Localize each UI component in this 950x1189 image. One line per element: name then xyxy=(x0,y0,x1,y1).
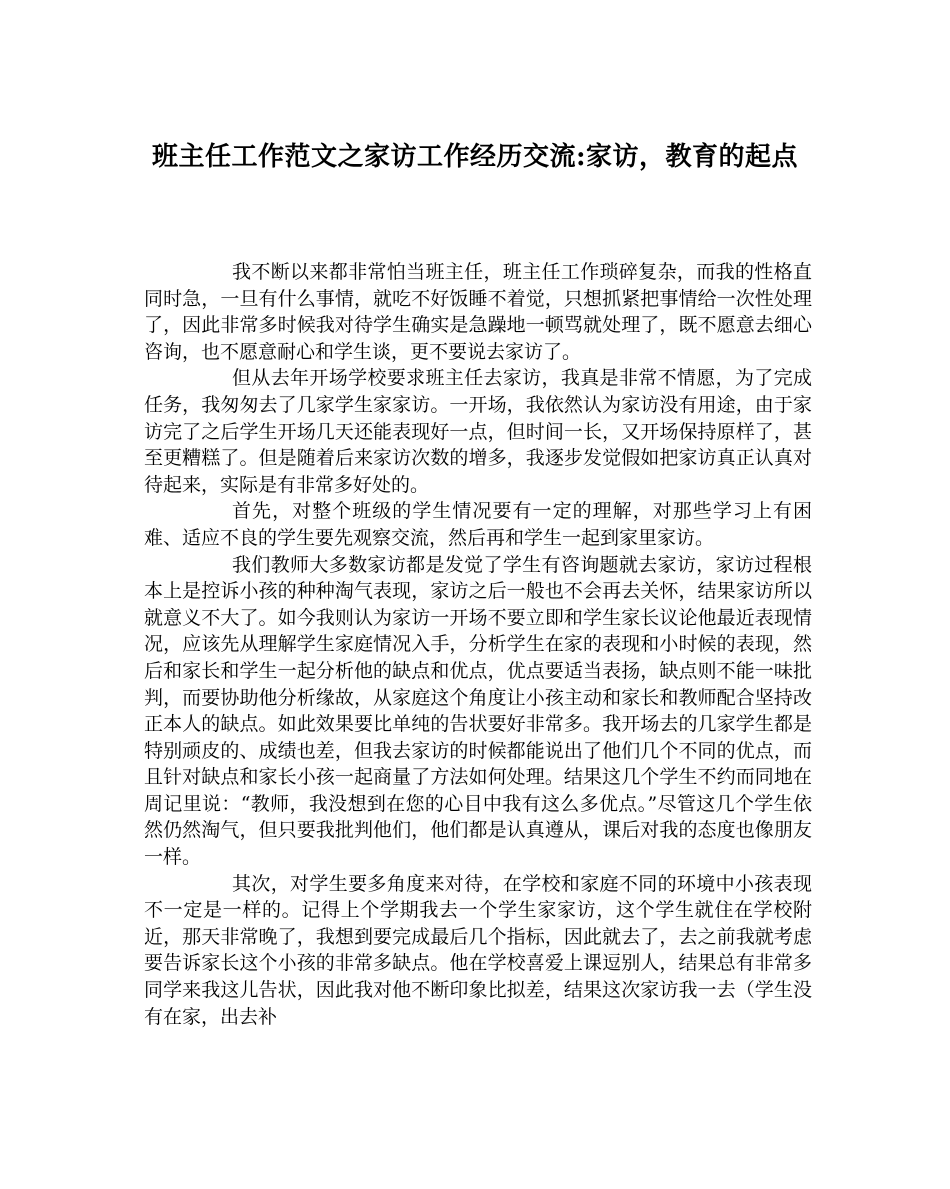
document-title: 班主任工作范文之家访工作经历交流:家访，教育的起点 xyxy=(151,142,799,172)
paragraph: 但从去年开场学校要求班主任去家访，我真是非常不情愿，为了完成任务，我匆匆去了几家学生家家访。一开场，我依然认为家访没有用途，由于家访完了之后学生开场几天还能表现好一点，但时间一长，又开场保持原样了，甚至更糟糕了。但是随着后来家访次数的增多，我逐步发觉假如把家访真正认真对待起来，实际是有非常多好处的。 xyxy=(144,367,812,496)
document-body xyxy=(144,259,812,1030)
paragraph: 我们教师大多数家访都是发觉了学生有咨询题就去家访，家访过程根本上是控诉小孩的种种淘气表现，家访之后一般也不会再去关怀，结果家访所以就意义不大了。如今我则认为家访一开场不要立即和学生家长议论他最近表现情况，应该先从理解学生家庭情况入手，分析学生在家的表现和小时候的表现，然后和家长和学生一起分析他的缺点和优点，优点要适当表扬，缺点则不能一味批判，而要协助他分析缘故，从家庭这个角度让小孩主动和家长和教师配合坚持改正本人的缺点。如此效果要比单纯的告状要好非常多。我开场去的几家学生都是特别顽皮的、成绩也差，但我去家访的时候都能说出了他们几个不同的优点，而且针对缺点和家长小孩一起商量了方法如何处理。结果这几个学生不约而同地在周记里说：“教师，我没想到在您的心目中我有这么多优点。”尽管这几个学生依然仍然淘气，但只要我批判他们，他们都是认真遵从，课后对我的态度也像朋友一样。 xyxy=(144,553,812,869)
paragraph: 我不断以来都非常怕当班主任，班主任工作琐碎复杂，而我的性格直同时急，一旦有什么事情，就吃不好饭睡不着觉，只想抓紧把事情给一次性处理了，因此非常多时候我对待学生确实是急躁地一顿骂就处理了，既不愿意去细心咨询，也不愿意耐心和学生谈，更不要说去家访了。 xyxy=(144,261,812,363)
paragraph: 其次，对学生要多角度来对待，在学校和家庭不同的环境中小孩表现不一定是一样的。记得上个学期我去一个学生家家访，这个学生就住在学校附近，那天非常晚了，我想到要完成最后几个指标，因此就去了，去之前我就考虑要告诉家长这个小孩的非常多缺点。他在学校喜爱上课逗别人，结果总有非常多同学来我这儿告状，因此我对他不断印象比拟差，结果这次家访我一去（学生没有在家，出去补 xyxy=(144,872,812,1028)
paragraph: 首先，对整个班级的学生情况要有一定的理解，对那些学习上有困难、适应不良的学生要先观察交流，然后再和学生一起到家里家访。 xyxy=(144,500,812,549)
